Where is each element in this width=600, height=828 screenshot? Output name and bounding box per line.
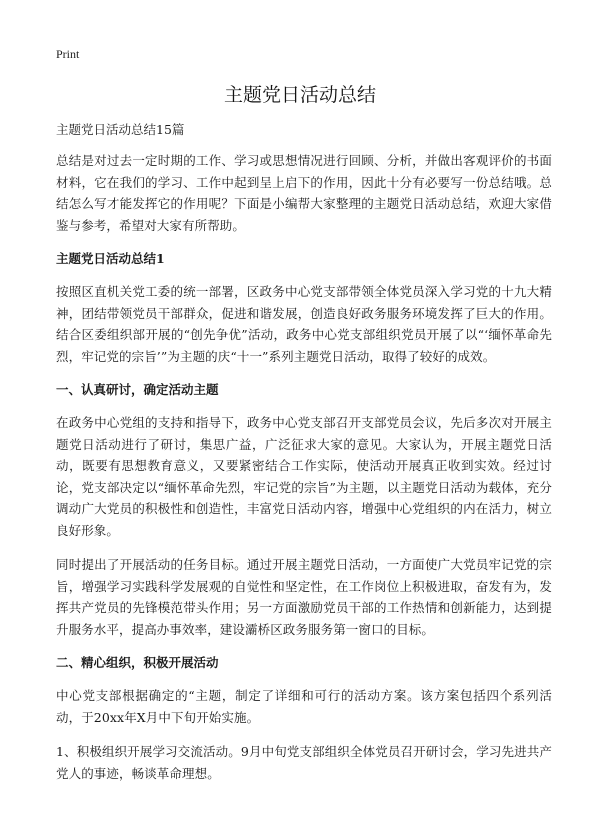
document-body (56, 121, 552, 797)
section-paragraph: 按照区直机关党工委的统一部署，区政务中心党支部带领全体党员深入学习党的十九大精神，团结带领党员干部群众，促进和谐发展，创造良好政务服务环境发挥了巨大的作用。结合区委组织部开展的“创先争优”活动，政务中心党支部组织党员开展了以“‘缅怀革命先烈，牢记党的宗旨’”为主题的庆“十一”系列主题党日活动，取得了较好的成效。 (56, 284, 552, 364)
subsection-heading-2: 二、精心组织，积极开展活动 (56, 655, 219, 670)
document-subtitle: 主题党日活动总结15篇 (56, 122, 185, 137)
subsection-paragraph: 中心党支部根据确定的“主题，制定了详细和可行的活动方案。该方案包括四个系列活动，于20xx年X月中下旬开始实施。 (56, 688, 552, 725)
subsection-heading-1: 一、认真研讨，确定活动主题 (56, 382, 219, 397)
section-heading: 主题党日活动总结1 (56, 251, 165, 266)
subsection-paragraph: 在政务中心党组的支持和指导下，政务中心党支部召开支部党员会议，先后多次对开展主题党日活动进行了研讨，集思广益，广泛征求大家的意见。大家认为，开展主题党日活动，既要有思想教育意义，又要紧密结合工作实际，使活动开展真正收到实效。经过讨论，党支部决定以“缅怀革命先烈，牢记党的宗旨”为主题，以主题党日活动为载体，充分调动广大党员的积极性和创造性，丰富党日活动内容，增强中心党组织的内在活力，树立良好形象。 (56, 415, 552, 538)
print-label: Print (56, 47, 80, 61)
subsection-paragraph: 同时提出了开展活动的任务目标。通过开展主题党日活动，一方面使广大党员牢记党的宗旨，增强学习实践科学发展观的自觉性和坚定性，在工作岗位上积极进取，奋发有为，发挥共产党员的先锋模范带头作用；另一方面激励党员干部的工作热情和创新能力，达到提升服务水平，提高办事效率，建设灞桥区政务服务第一窗口的目标。 (56, 557, 552, 637)
intro-paragraph: 总结是对过去一定时期的工作、学习或思想情况进行回顾、分析，并做出客观评价的书面材料，它在我们的学习、工作中起到呈上启下的作用，因此十分有必要写一份总结哦。总结怎么写才能发挥它的作用呢？下面是小编帮大家整理的主题党日活动总结，欢迎大家借鉴与参考，希望对大家有所帮助。 (56, 153, 552, 233)
page-title: 主题党日活动总结 (223, 84, 376, 106)
subsection-paragraph: 1、积极组织开展学习交流活动。9月中旬党支部组织全体党员召开研讨会，学习先进共产党人的事迹，畅谈革命理想。 (56, 744, 552, 781)
